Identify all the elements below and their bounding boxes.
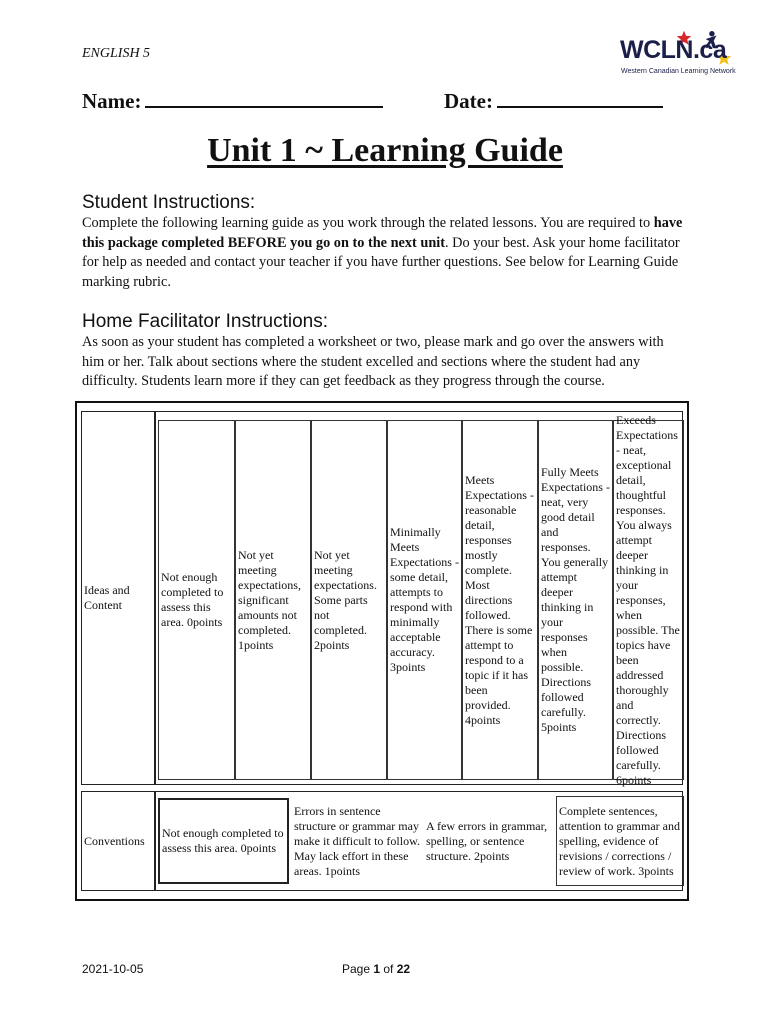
wcln-logo bbox=[618, 28, 736, 80]
page-title: Unit 1 ~ Learning Guide bbox=[207, 132, 563, 169]
logo-subtitle: Western Canadian Learning Network bbox=[621, 68, 736, 75]
level-4-cell: Meets Expectations - reasonable detail, responses mostly complete. Most directions followed. There is some attempt to respond to a topic if it has been provided. 4points bbox=[462, 420, 538, 780]
rubric-row-ideas bbox=[81, 411, 683, 785]
level-0-cell: Not enough completed to assess this area. 0points bbox=[158, 420, 235, 780]
date-blank[interactable] bbox=[497, 86, 663, 108]
course-label: ENGLISH 5 bbox=[82, 46, 151, 61]
date-label: Date: bbox=[444, 89, 493, 113]
name-label: Name: bbox=[82, 89, 142, 113]
logo-text: WCLN.ca bbox=[620, 36, 727, 64]
column-divider bbox=[154, 792, 156, 890]
facilitator-instructions-text: As soon as your student has completed a worksheet or two, please mark and go over the answers with him or her. Talk about sections where the student excelled and sections where the student had any difficulty. Students learn more if they can get feedback as they progress through the course. bbox=[82, 334, 664, 389]
footer-date: 2021-10-05 bbox=[82, 962, 144, 976]
name-field[interactable] bbox=[82, 86, 383, 114]
criterion-ideas-and-content: Ideas and Content bbox=[84, 583, 130, 612]
name-blank[interactable] bbox=[145, 86, 383, 108]
conventions-level-2-cell: A few errors in grammar, spelling, or sentence structure. 2points bbox=[426, 818, 548, 863]
date-field[interactable] bbox=[444, 86, 663, 114]
column-divider bbox=[154, 412, 156, 784]
marking-rubric bbox=[75, 401, 689, 901]
student-instructions-heading: Student Instructions: bbox=[82, 192, 256, 213]
bold-requirement: have this package completed BEFORE you go on to the next unit bbox=[82, 215, 683, 251]
conventions-level-1-cell: Errors in sentence structure or grammar may make it difficult to follow. May lack effort in these areas. 1points bbox=[294, 803, 420, 878]
level-5-cell: Fully Meets Expectations - neat, very good detail and responses. You generally attempt deeper thinking in your responses when possible. Directions followed carefully. 5points bbox=[538, 420, 613, 780]
level-6-cell: Exceeds Expectations - neat, exceptional detail, thoughtful responses. You always attempt deeper thinking in your responses, when possible. The topics have been addressed thoroughly and correctly. Directions followed carefully. 6points bbox=[613, 420, 684, 780]
rubric-row-conventions bbox=[81, 791, 683, 891]
level-2-cell: Not yet meeting expectations. Some parts not completed. 2points bbox=[311, 420, 387, 780]
criterion-conventions: Conventions bbox=[84, 833, 145, 848]
facilitator-instructions-heading: Home Facilitator Instructions: bbox=[82, 311, 329, 332]
level-3-cell: Minimally Meets Expectations - some detail, attempts to respond with minimally acceptable accuracy. 3points bbox=[387, 420, 462, 780]
level-1-cell: Not yet meeting expectations, significant amounts not completed. 1points bbox=[235, 420, 311, 780]
page-number: Page 1 of 22 bbox=[342, 962, 411, 976]
conventions-level-3-cell: Complete sentences, attention to grammar and spelling, evidence of revisions / corrections / review of work. 3points bbox=[556, 796, 684, 886]
student-instructions-text: Complete the following learning guide as you work through the related lessons. You are required to have this package completed BEFORE you go on to the next unit. Do your best. Ask your home facilitator for help as needed and contact your teacher if you have further questions. See below for Learning Guide marking rubric. bbox=[82, 215, 683, 290]
conventions-level-0-cell: Not enough completed to assess this area. 0points bbox=[158, 798, 289, 884]
